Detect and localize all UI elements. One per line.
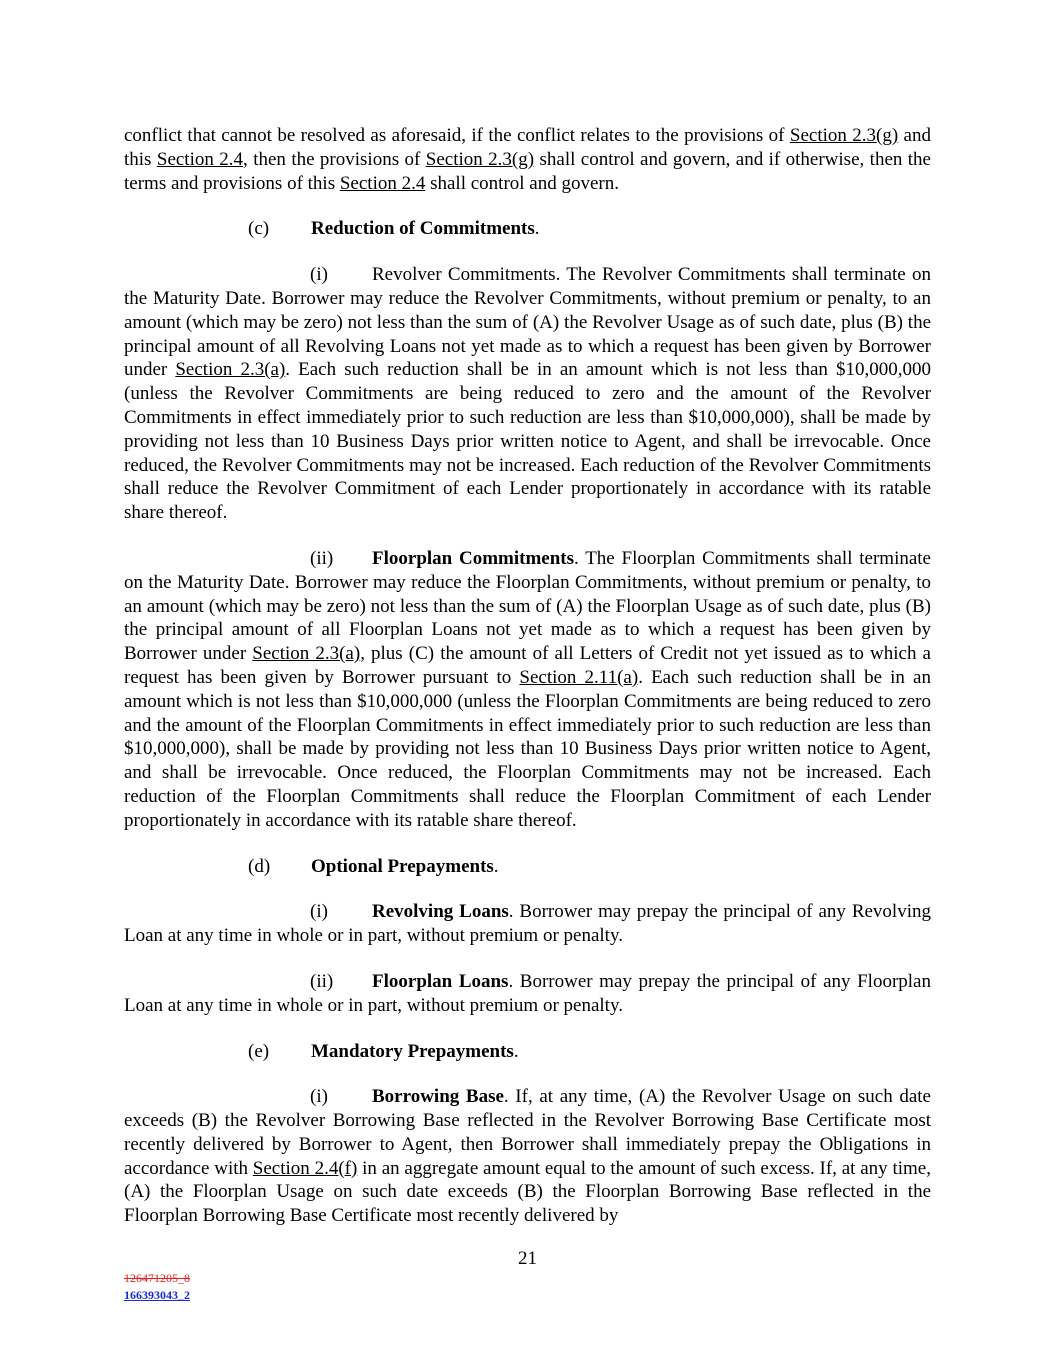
text: . Borrower may prepay the principal of any Floorplan Loan at any time in whole or in part, without premium or penalty. [124,970,931,1016]
clause-number: (i) [310,1086,328,1108]
section-reference: Section 2.3(g) [789,125,899,146]
text: Revolver Commitments. The Revolver Commitments shall terminate on the Maturity Date. Borrower may reduce the Revolver Commitments, without premium or penalty, to an amount (which may be zero) not less than the sum of (A) the Revolver Usage as of such date, plus (B) the principal amount of all Revolving Loans not yet made as to which a request has been given by Borrower under [124,264,931,381]
section-reference: Section 2.3(a) [252,643,361,665]
clause-number: (e) [248,1040,270,1062]
text: . Each such reduction shall be in an amount which is not less than $10,000,000 (unless the Revolver Commitments are being reduced to zero and the amount of the Revolver Commitments in effect immediately prior to such reduction are less than $10,000,000), shall be made by providing not less than 10 Business Days prior written notice to Agent, and shall be irrevocable. Once reduced, the Revolver Commitments may not be increased. Each reduction of the Revolver Commitments shall reduce the Revolver Commitment of each Lender proportionately in accordance with its ratable share thereof. [124,359,931,524]
paragraph-revolving-loans [124,900,931,948]
clause-title: Optional Prepayments [311,855,494,877]
paragraph-floorplan-commitments [124,547,931,833]
section-reference: Section 2.11(a) [519,666,639,688]
clause-number: (d) [248,855,271,877]
clause-number: (c) [248,218,270,240]
punctuation: . [513,1040,519,1062]
clause-title: Reduction of Commitments [311,218,535,240]
heading-mandatory-prepayments [124,1040,931,1064]
clause-title: Borrowing Base [372,1086,504,1108]
document-id-inserted: 166393043_2 [124,1288,190,1302]
text: . Borrower may prepay the principal of any Revolving Loan at any time in whole or in part, without premium or penalty. [124,901,931,947]
paragraph-borrowing-base [124,1085,931,1228]
clause-title: Revolving Loans [372,901,509,923]
page-number: 21 [518,1248,537,1269]
paragraph-conflict [124,124,931,195]
section-reference: Section 2.4 [156,148,244,170]
punctuation: . [534,218,540,240]
text: , then the provisions of [243,148,426,170]
clause-title: Mandatory Prepayments [311,1040,514,1062]
section-reference: Section 2.4(f) [252,1157,358,1179]
heading-reduction-of-commitments [124,217,931,241]
clause-title: Floorplan Commitments [372,547,575,569]
punctuation: . [493,855,499,877]
text: shall control and govern, and if otherwise, then the terms and provisions of this [124,148,931,194]
section-reference: Section 2.4 [339,172,426,194]
heading-optional-prepayments [124,855,931,879]
text: . Each such reduction shall be in an amount which is not less than $10,000,000 (unless the Floorplan Commitments are being reduced to zero and the amount of the Floorplan Commitments in effect immediately prior to such reduction are less than $10,000,000), shall be made by providing not less than 10 Business Days prior written notice to Agent, and shall be irrevocable. Once reduced, the Floorplan Commitments may not be increased. Each reduction of the Floorplan Commitments shall reduce the Floorplan Commitment of each Lender proportionately in accordance with its ratable share thereof. [124,666,931,831]
paragraph-revolver-commitments [124,263,931,525]
clause-number: (ii) [310,970,334,992]
document-body [124,124,931,1250]
clause-number: (i) [310,901,328,923]
text: in an aggregate amount equal to the amount of such excess. If, at any time, (A) the Floorplan Usage on such date exceeds (B) the Floorplan Borrowing Base reflected in the Floorplan Borrowing Base Certificate most recently delivered by [124,1157,931,1227]
text: shall control and govern. [425,172,620,194]
section-reference: Section 2.3(a) [175,359,286,381]
paragraph-floorplan-loans [124,970,931,1018]
text: conflict that cannot be resolved as aforesaid, if the conflict relates to the provisions of [124,125,790,146]
text: , plus (C) the amount of all Letters of Credit not yet issued as to which a request has been given by Borrower pursuant to [124,643,931,688]
text: and this [124,125,931,170]
section-reference: Section 2.3(g) [425,148,535,170]
clause-number: (ii) [310,547,334,569]
text: . The Floorplan Commitments shall terminate on the Maturity Date. Borrower may reduce the Floorplan Commitments, without premium or penalty, to an amount (which may be zero) not less than the sum of (A) the Floorplan Usage as of such date, plus (B) the principal amount of all Floorplan Loans not yet made as to which a request has been given by Borrower under [124,547,931,665]
text: . If, at any time, (A) the Revolver Usage on such date exceeds (B) the Revolver Borrowing Base reflected in the Revolver Borrowing Base Certificate most recently delivered by Borrower to Agent, then Borrower shall immediately prepay the Obligations in accordance with [124,1086,931,1179]
clause-title: Floorplan Loans [372,970,509,992]
document-id-deleted: 126471205_8 [124,1271,190,1285]
clause-number: (i) [310,264,328,286]
